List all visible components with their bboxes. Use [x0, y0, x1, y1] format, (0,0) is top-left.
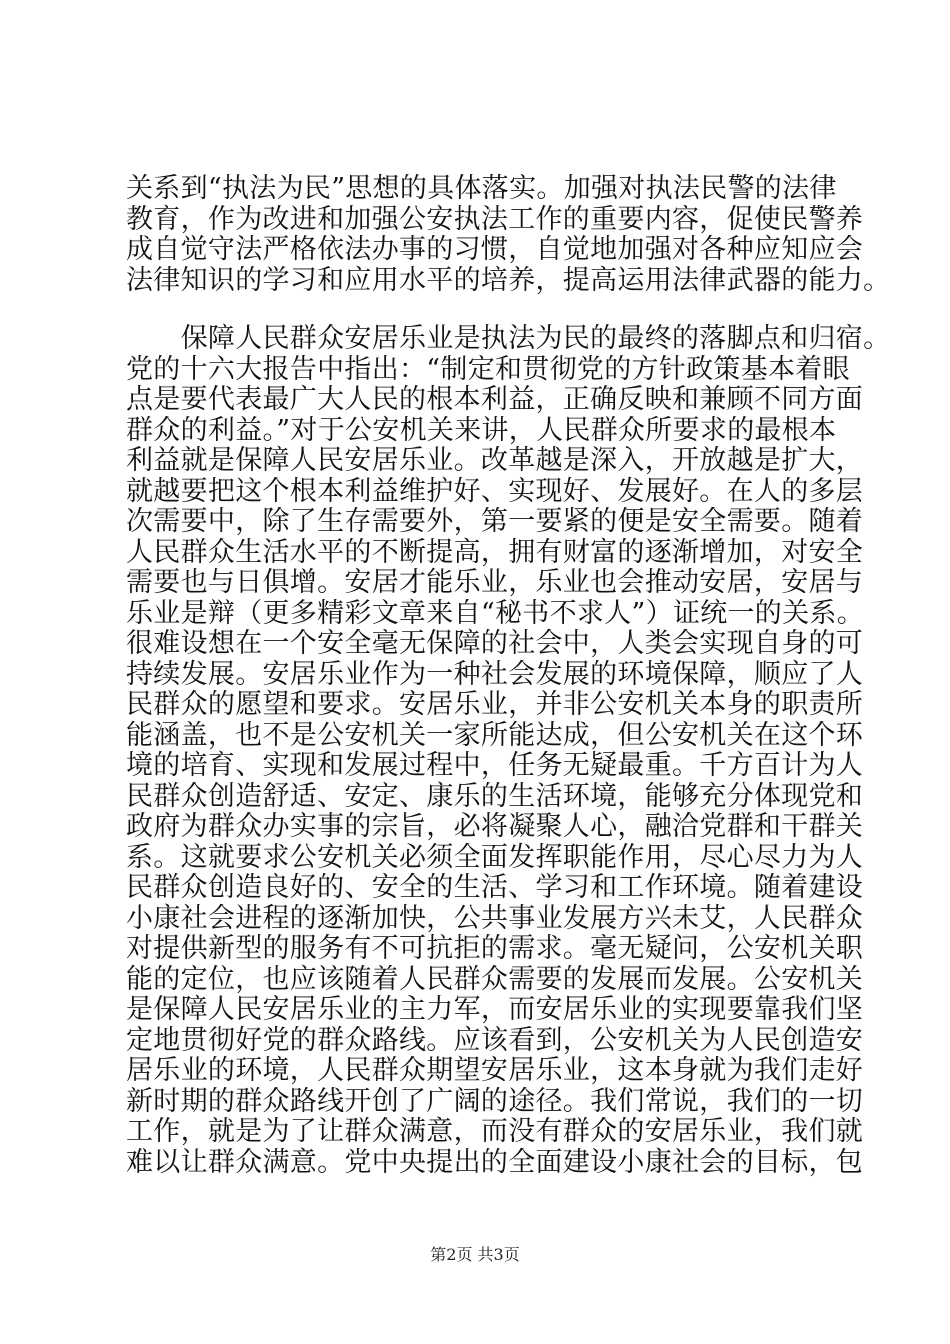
text-line: 很难设想在一个安全毫无保障的社会中，人类会实现自身的可 — [126, 628, 864, 659]
text-line: 小康社会进程的逐渐加快，公共事业发展方兴未艾，人民群众 — [126, 902, 864, 934]
text-line: 点是要代表最广大人民的根本利益，正确反映和兼顾不同方面 — [126, 384, 864, 415]
text-line: 新时期的群众路线开创了广阔的途径。我们常说，我们的一切 — [126, 1085, 864, 1117]
text-line: 民群众创造良好的、安全的生活、学习和工作环境。随着建设 — [126, 872, 864, 903]
text-line: 人民群众生活水平的不断提高，拥有财富的逐渐增加，对安全 — [126, 536, 864, 568]
text-line: 次需要中，除了生存需要外，第一要紧的便是安全需要。随着 — [126, 506, 864, 537]
text-line: 保障人民群众安居乐业是执法为民的最终的落脚点和归宿。 — [126, 323, 891, 354]
text-line: 对提供新型的服务有不可抗拒的需求。毫无疑问，公安机关职 — [126, 933, 864, 964]
text-line: 民群众创造舒适、安定、康乐的生活环境，能够充分体现党和 — [126, 780, 864, 812]
page-number-footer: 第2页 共3页 — [430, 1245, 520, 1264]
text-line: 工作，就是为了让群众满意，而没有群众的安居乐业，我们就 — [126, 1116, 864, 1147]
text-line: 居乐业的环境，人民群众期望安居乐业，这本身就为我们走好 — [126, 1055, 864, 1086]
text-line: 教育，作为改进和加强公安执法工作的重要内容，促使民警养 — [126, 203, 864, 235]
text-line: 境的培育、实现和发展过程中，任务无疑最重。千方百计为人 — [126, 750, 864, 781]
paragraph-1 — [126, 173, 891, 296]
text-line: 利益就是保障人民安居乐业。改革越是深入，开放越是扩大， — [126, 445, 864, 476]
text-line: 是保障人民安居乐业的主力军，而安居乐业的实现要靠我们坚 — [126, 994, 864, 1025]
text-line: 关系到“执法为民”思想的具体落实。加强对执法民警的法律 — [126, 173, 837, 204]
text-line: 定地贯彻好党的群众路线。应该看到，公安机关为人民创造安 — [126, 1024, 864, 1056]
text-line: 民群众的愿望和要求。安居乐业，并非公安机关本身的职责所 — [126, 689, 864, 720]
text-line: 系。这就要求公安机关必须全面发挥职能作用，尽心尽力为人 — [126, 841, 864, 873]
text-line: 能的定位，也应该随着人民群众需要的发展而发展。公安机关 — [126, 963, 864, 995]
text-line: 党的十六大报告中指出：“制定和贯彻党的方针政策基本着眼 — [126, 353, 850, 385]
text-line: 能涵盖，也不是公安机关一家所能达成，但公安机关在这个环 — [126, 719, 864, 751]
text-line: 需要也与日俱增。安居才能乐业，乐业也会推动安居，安居与 — [126, 567, 864, 598]
paragraph-2 — [126, 323, 891, 1178]
text-line: 持续发展。安居乐业作为一种社会发展的环境保障，顺应了人 — [126, 658, 864, 690]
text-line: 政府为群众办实事的宗旨，必将凝聚人心，融洽党群和干群关 — [126, 811, 864, 842]
text-line: 难以让群众满意。党中央提出的全面建设小康社会的目标，包 — [126, 1146, 864, 1178]
text-line: 就越要把这个根本利益维护好、实现好、发展好。在人的多层 — [126, 475, 864, 507]
text-line: 法律知识的学习和应用水平的培养，提高运用法律武器的能力。 — [126, 264, 891, 296]
text-line: 群众的利益。”对于公安机关来讲，人民群众所要求的最根本 — [126, 414, 837, 446]
text-line: 乐业是辩（更多精彩文章来自“秘书不求人”）证统一的关系。 — [126, 597, 865, 629]
text-line: 成自觉守法严格依法办事的习惯，自觉地加强对各种应知应会 — [126, 234, 864, 265]
